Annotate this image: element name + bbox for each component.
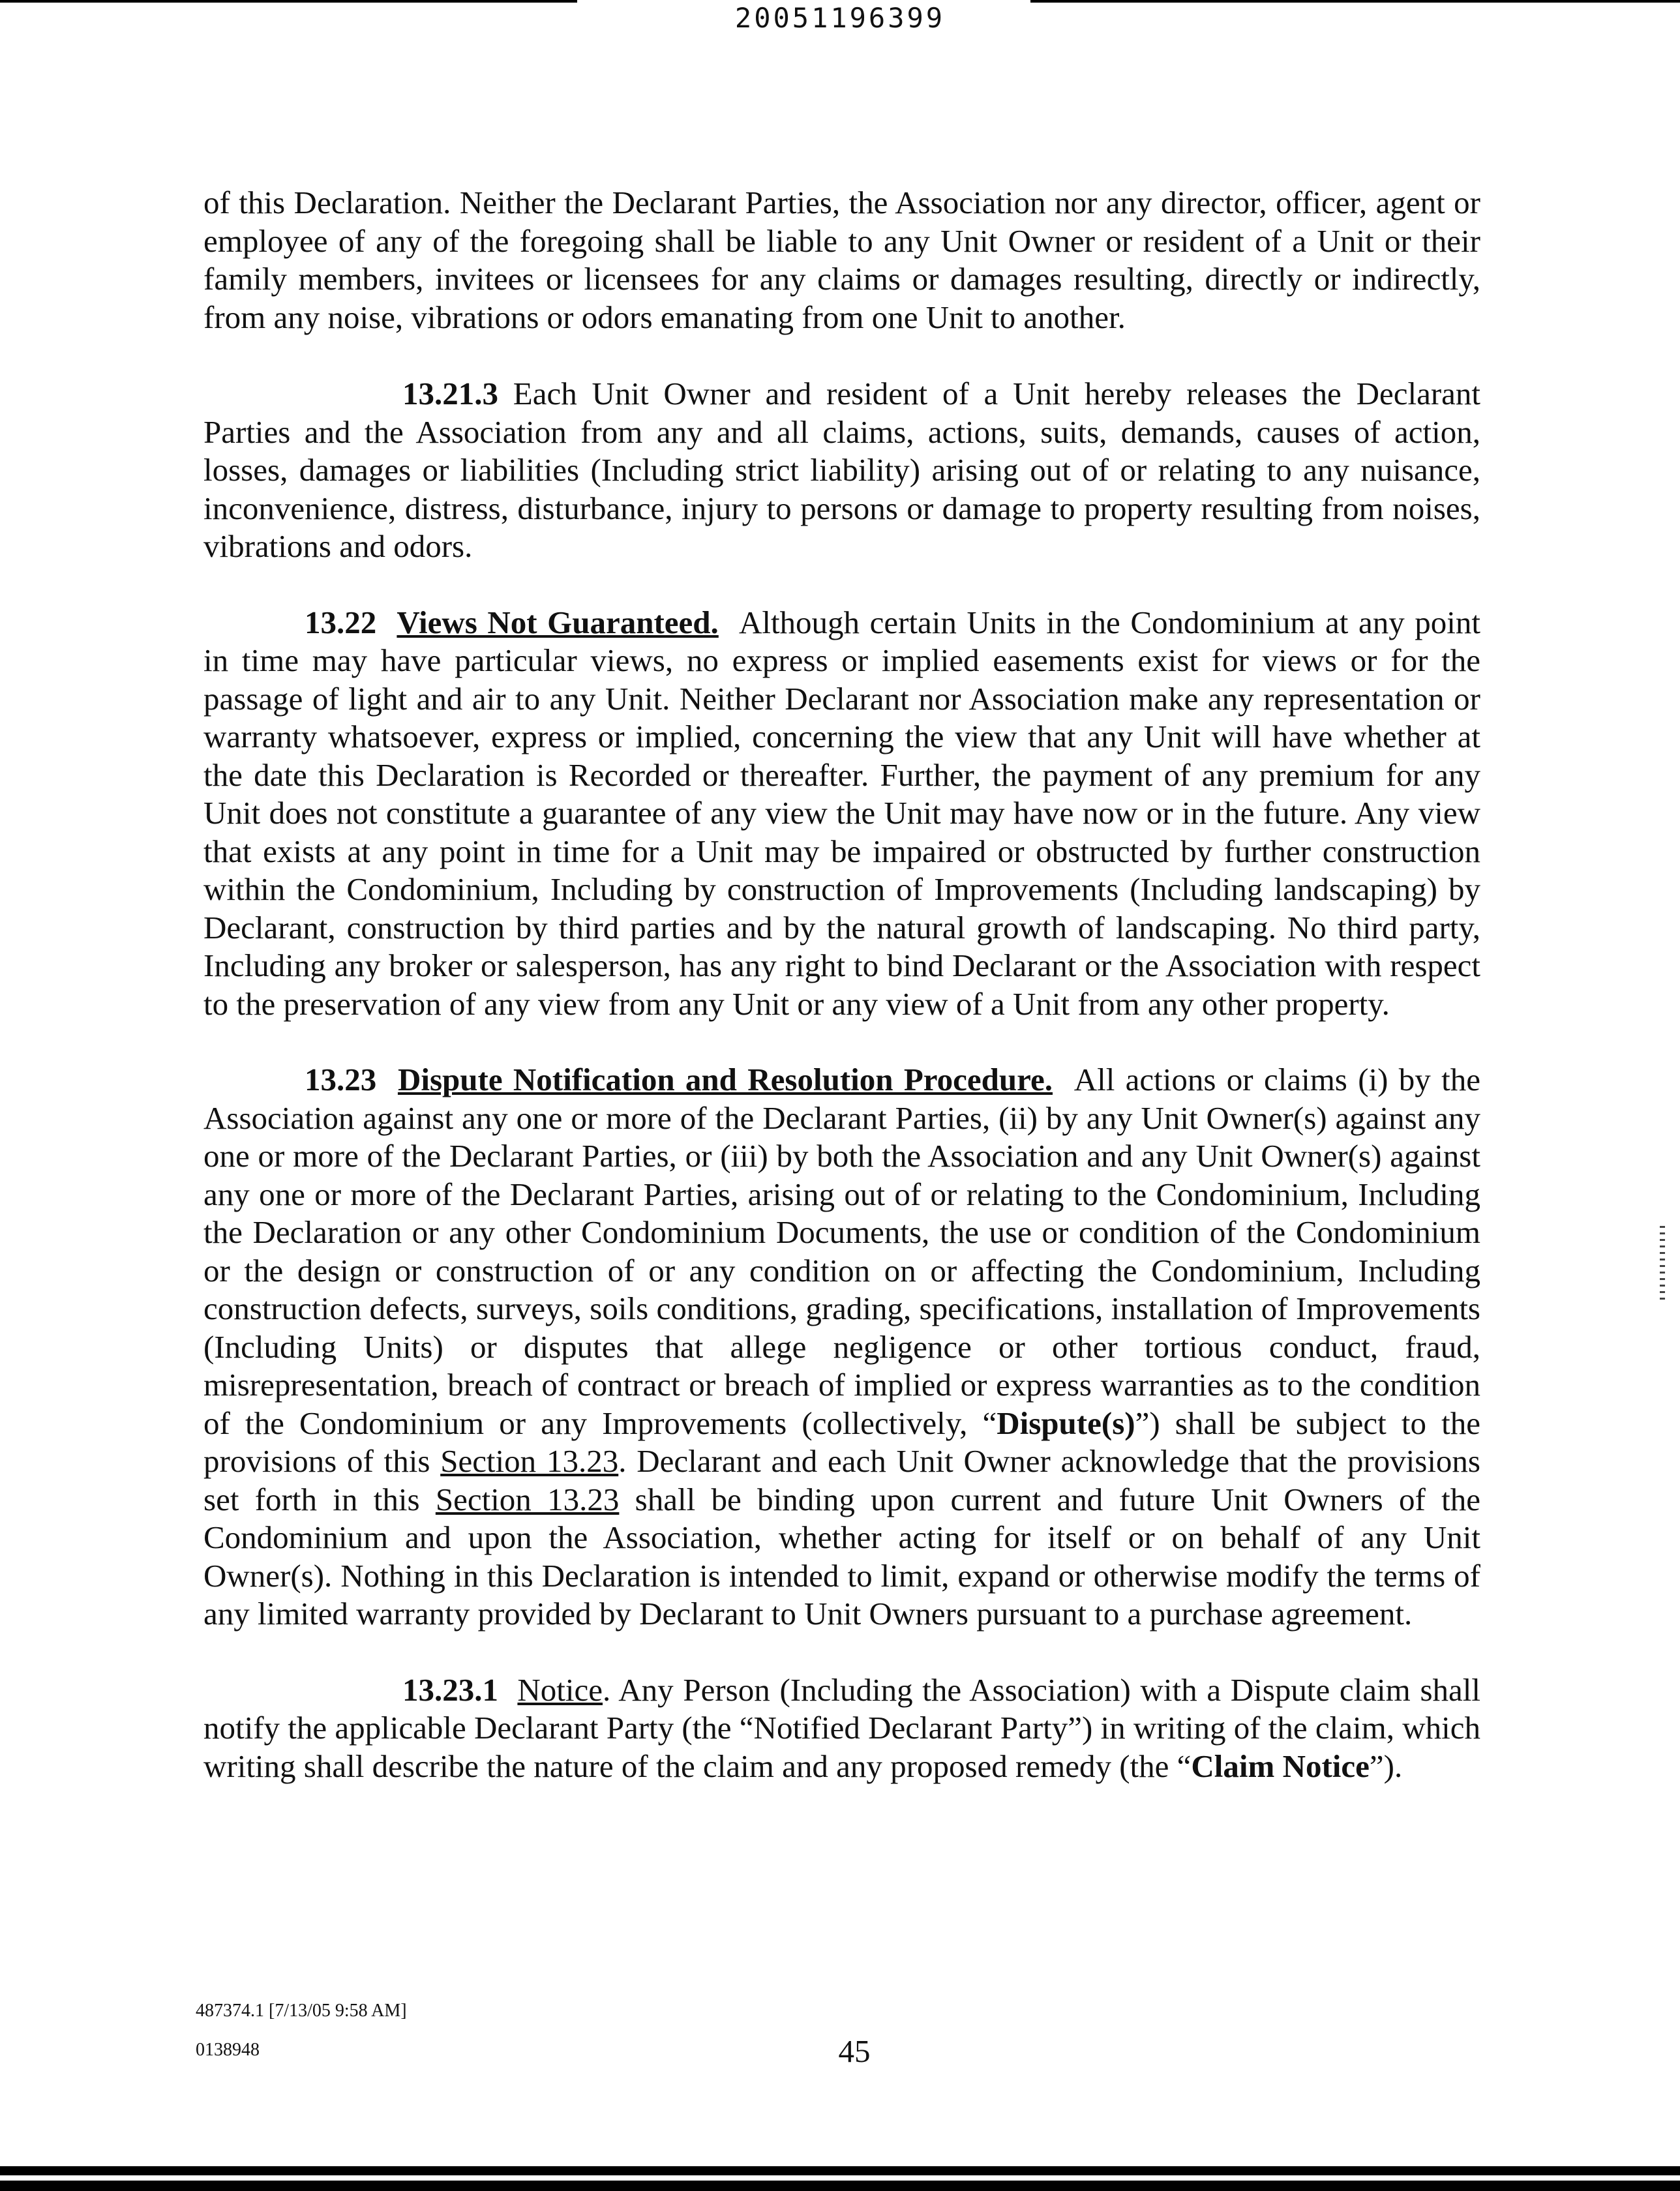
defined-term: Claim Notice [1191,1748,1370,1784]
section-heading: Views Not Guaranteed. [397,604,719,640]
paragraph-13-22 [203,604,1480,1024]
defined-term: Dispute(s) [997,1405,1135,1441]
bottom-border-gap [0,2175,1680,2181]
scan-artifact [1660,1226,1665,1304]
section-reference: Section 13.23 [435,1481,620,1517]
document-body [203,184,1480,1823]
section-heading: Notice [517,1671,603,1708]
section-text: All actions or claims (i) by the Association against any one or more of the Declarant Parties, (ii) by any Unit Owner(s) against any one or more of the Declarant Parties, or (iii) by both the Association and any Unit Owner(s) against any one or more of the Declarant Parties, arising out of or relating to the Condominium, Including the Declaration or any other Condominium Documents, the use or condition of the Condominium or the design or construction of or any condition on or affecting the Condominium, Including construction defects, surveys, soils conditions, grading, specifications, installation of Improvements (Including Units) or disputes that allege negligence or other tortious conduct, fraud, misrepresentation, breach of contract or breach of implied or express warranties as to the condition of the Condominium or any Improvements (collectively, “ [203,1062,1481,1441]
section-number: 13.21.3 [402,376,498,411]
section-number: 13.23 [305,1062,377,1097]
paragraph-13-21-3 [203,375,1480,566]
section-reference: Section 13.23 [440,1443,619,1479]
section-text: Although certain Units in the Condominium at any point in time may have particular views, no express or implied easements exist for views or for the passage of light and air to any Unit. Neither Declarant nor Association make any representation or warranty whatsoever, express or implied, concerning the view that any Unit will have whether at the date this Declaration is Recorded or thereafter. Further, the payment of any premium for any Unit does not constitute a guarantee of any view the Unit may have now or in the future. Any view that exists at any point in time for a Unit may be impaired or obstructed by further construction within the Condominium, Including by construction of Improvements (Including landscaping) by Declarant, construction by third parties and by the natural growth of landscaping. No third party, Including any broker or salesperson, has any right to bind Declarant or the Association with respect to the preservation of any view from any Unit or any view of a Unit from any other property. [203,604,1481,1022]
section-text: Each Unit Owner and resident of a Unit hereby releases the Declarant Parties and the Association from any and all claims, actions, suits, demands, causes of action, losses, damages or liabilities (Including strict liability) arising out of or relating to any nuisance, inconvenience, distress, disturbance, injury to persons or damage to property resulting from noises, vibrations and odors. [203,376,1481,564]
section-text: ”) shall be subject to the provisions of this [203,1405,1480,1479]
footer-matter-number: 0138948 [196,2040,260,2060]
document-number: 20051196399 [734,2,946,34]
section-text: . Any Person (Including the Association) with a Dispute claim shall notify the applicable Declarant Party (the “Notified Declarant Party”) in writing of the claim, which writing shall describe the nature of the claim and any proposed remedy (the “ [203,1671,1480,1784]
section-text: shall be binding upon current and future Unit Owners of the Condominium and upon the Association, whether acting for itself or on behalf of any Unit Owner(s). Nothing in this Declaration is intended to limit, expand or otherwise modify the terms of any limited warranty provided by Declarant to Unit Owners pursuant to a purchase agreement. [203,1481,1480,1632]
section-number: 13.23.1 [402,1671,498,1708]
section-number: 13.22 [305,604,377,640]
footer-doc-reference: 487374.1 [7/13/05 9:58 AM] [196,2001,407,2021]
paragraph-13-23 [203,1061,1480,1633]
page-number: 45 [838,2033,871,2069]
section-text: ”). [1369,1748,1403,1784]
paragraph-13-23-1 [203,1671,1480,1786]
paragraph-continuation: of this Declaration. Neither the Declarant Parties, the Association nor any director, officer, agent or employee of any of the foregoing shall be liable to any Unit Owner or resident of a Unit or their family members, invitees or licensees for any claims or damages resulting, directly or indirectly, from any noise, vibrations or odors emanating from one Unit to another. [203,185,1480,335]
section-text: . Declarant and each Unit Owner acknowledge that the provisions set forth in this [203,1443,1481,1517]
section-heading: Dispute Notification and Resolution Procedure. [397,1062,1053,1097]
